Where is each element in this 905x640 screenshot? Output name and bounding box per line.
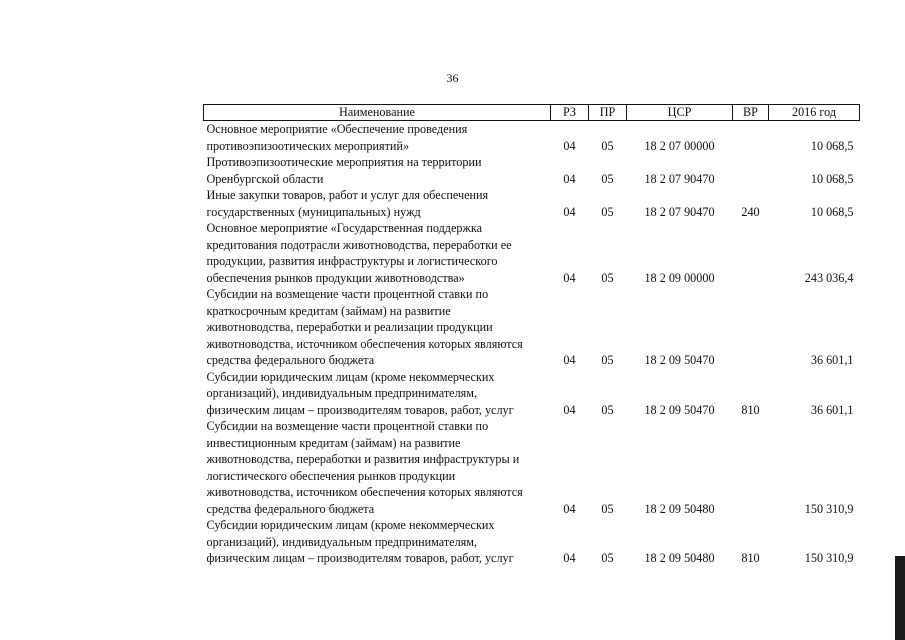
row-pr: 05 [601, 402, 614, 417]
row-name: Субсидии на возмещение части процентной ставки по краткосрочным кредитам (займам) на развитие животноводства, переработки и реализации продукции животноводства, источником обеспечения которых являются средства федерального бюджета [206, 287, 523, 367]
table-row [204, 154, 860, 187]
row-name: Субсидии юридическим лицам (кроме некоммерческих организаций), индивидуальным предпринимателям, физическим лицам – производителям товаров, работ, услуг [206, 518, 514, 565]
row-rz: 04 [563, 171, 576, 186]
row-vr [733, 121, 769, 155]
table-row [204, 220, 860, 286]
row-csr: 18 2 09 50480 [644, 551, 715, 565]
row-csr: 18 2 09 50470 [644, 353, 715, 367]
row-name: Субсидии на возмещение части процентной ставки по инвестиционным кредитам (займам) на развитие животноводства, переработки и развития инфраструктуры и логистического обеспечения рынков продукции животноводства, источником обеспечения которых являются средства федерального бюджета [206, 419, 523, 516]
budget-table [203, 104, 860, 567]
table-row [204, 121, 860, 155]
row-pr: 05 [601, 551, 614, 565]
row-csr: 18 2 07 90470 [644, 171, 715, 186]
header-rz: РЗ [551, 105, 589, 121]
header-year: 2016 год [769, 105, 860, 121]
table-header-row [204, 105, 860, 121]
row-amount: 243 036,4 [804, 270, 854, 285]
row-vr: 810 [741, 402, 760, 417]
row-amount: 150 310,9 [804, 501, 854, 516]
row-pr: 05 [601, 138, 614, 153]
row-csr: 18 2 09 00000 [644, 270, 715, 285]
row-pr: 05 [601, 171, 614, 186]
row-vr [733, 154, 769, 187]
row-name: Субсидии юридическим лицам (кроме некоммерческих организаций), индивидуальным предпринимателям, физическим лицам – производителям товаров, работ, услуг [206, 369, 514, 417]
row-rz: 04 [563, 402, 576, 417]
table-row [204, 517, 860, 567]
row-name: Противоэпизоотические мероприятия на территории Оренбургской области [206, 155, 482, 186]
table-row [204, 418, 860, 517]
row-amount: 10 068,5 [810, 204, 854, 219]
row-rz: 04 [563, 204, 576, 219]
row-name: Иные закупки товаров, работ и услуг для обеспечения государственных (муниципальных) нужд [206, 188, 489, 219]
scan-edge-mark [895, 556, 905, 640]
header-vr: ВР [733, 105, 769, 121]
row-vr: 240 [741, 204, 760, 219]
row-rz: 04 [563, 501, 576, 516]
row-amount: 36 601,1 [810, 353, 854, 367]
row-csr: 18 2 09 50480 [644, 501, 715, 516]
row-amount: 10 068,5 [810, 138, 854, 153]
row-vr [733, 418, 769, 517]
row-pr: 05 [601, 353, 614, 367]
row-name: Основное мероприятие «Государственная поддержка кредитования подотрасли животноводства, переработки ее продукции, развития инфраструктуры и логистического обеспечения рынков продукции животноводства» [206, 221, 512, 285]
table-row [204, 187, 860, 220]
page-number: 36 [446, 71, 459, 85]
row-rz: 04 [563, 270, 576, 285]
row-rz: 04 [563, 138, 576, 153]
table-row [204, 369, 860, 419]
row-rz: 04 [563, 353, 576, 367]
header-pr: ПР [589, 105, 627, 121]
row-name: Основное мероприятие «Обеспечение проведения противоэпизоотических мероприятий» [206, 122, 468, 153]
row-vr: 810 [741, 551, 760, 565]
row-vr [733, 220, 769, 286]
table-body [204, 121, 860, 567]
row-pr: 05 [601, 501, 614, 516]
row-pr: 05 [601, 204, 614, 219]
row-csr: 18 2 07 90470 [644, 204, 715, 219]
header-csr: ЦСР [627, 105, 733, 121]
header-name: Наименование [204, 105, 551, 121]
row-vr [733, 286, 769, 369]
row-rz: 04 [563, 551, 576, 565]
row-amount: 10 068,5 [810, 171, 854, 186]
row-pr: 05 [601, 270, 614, 285]
row-csr: 18 2 09 50470 [644, 402, 715, 417]
table-row [204, 286, 860, 369]
row-amount: 150 310,9 [804, 551, 854, 565]
row-amount: 36 601,1 [810, 402, 854, 417]
row-csr: 18 2 07 00000 [644, 138, 715, 153]
